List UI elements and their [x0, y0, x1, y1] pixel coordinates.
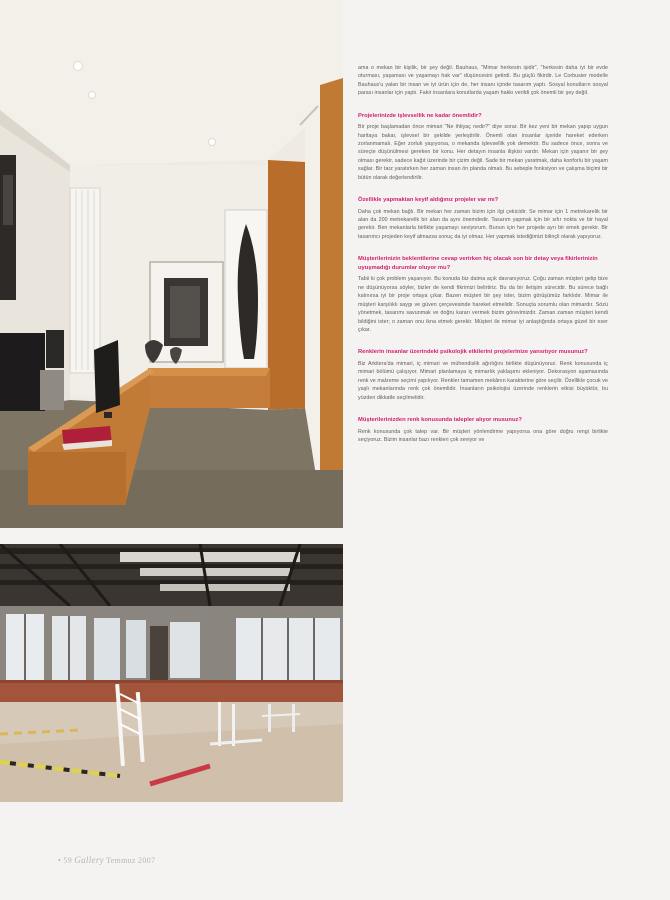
section-answer: Bir proje başlamadan önce mimari "Ne ihtiyaç nedir?" diye sorar. Bir kez yeni bir mekan yapıp uygun haritaya bakar, işlevsel bir şekilde yerleştirilir. Önemli olan insanlar içeride hareket ederken zorlanmamalı. Eğer zorluk yaşıyorsa, o mekanda işlevsellik yok demektir. Bu sadece önce, sonra ve süreçte düşünülmesi gereken bir konu. Her detayın insanla ilişkisi vardır. Mekan için yaşanır bir şey olması gerekir, sadece kağıt üzerinde bir çizim değil. Sade bir mekan yaratmak, daha konforlu bir yaşam sağlar. Bir tarz yaratırken her zaman insan ön planda olmalı. Bu sebeple fonksiyon ve çalışma biçimi bir bütün olarak değerlendirilir.: [358, 124, 608, 181]
section-answer: Daha çok mekan bağlı. Bir mekan her zaman bizim için ilgi çekicidir. Se mimar için 1 metrekarelik bir alan da 200 metrekarelik bir alan da aynı önemdedir. Tasarım yapmak için bir sıfır nokta ve bir hayal gerekir. Ben mekanlarla birlikte yaşamayı seviyorum. Bunun için her projede ayrı bir emek gerekir. Bir tasarımcı projeden keyif almazsa sonuç da iyi olmaz. Her yapmak istediğimizi bilinçli olarak yapıyoruz.: [358, 208, 608, 240]
section-answer: Renk konusunda çok talep var. Bir müşteri yönlendirme yapıyorsa ona göre doğru rengi birlikte seçiyoruz. Bizim insanlar bazı renkleri çok seviyor ve: [358, 428, 608, 443]
article-text-column: [358, 64, 608, 812]
section-answer: Biz Arkitera'da mimari, iç mimari ve mühendislik ağırlığını birlikte düşünüyoruz. Renk konusunda iç mimari bölümü çalışıyor. Mimari planlamaya iç mimarlık yaklaşımı ekleniyor. Dekorasyon aşamasında renk ve malzeme seçimi yapılıyor. Renkler tamamen mekânın karakterine göre seçilir. Özellikle çocuk ve yaşlı mekanlarında renk çok önemlidir. İnsanların psikolojisi üzerinde renklerin etkisi büyüktür, bu yüzden dikkatle seçilmelidir.: [358, 360, 608, 401]
page-number: • 59: [58, 856, 73, 865]
magazine-name: Gallery: [74, 855, 104, 865]
riding-hall-illustration: [0, 544, 343, 802]
section-question: Renklerin insanlar üzerindeki psikolojik etkilerini projelerinize yansıtıyor musunuz?: [358, 349, 588, 356]
riding-hall-photo: [0, 544, 343, 802]
section-question: Müşterilerinizden renk konusunda talepler alıyor musunuz?: [358, 416, 522, 423]
page-footer: [58, 855, 155, 865]
interior-photo: [0, 0, 343, 528]
section-answer: Tabii ki çok problem yaşanıyor. Bu konuda biz daima açık davranıyoruz. Çoğu zaman müşteri gelip bize ne düşünüyorsa söyler, bizler de kendi fikrimizi belirtiriz. Bu da bir iletişim sürecidir. Bu sürece bağlı kalınırsa iyi bir proje ortaya çıkar. Bazen müşteri bir şey ister, bizim görüşümüz farklıdır. Mimar ile müşteri karşılıklı saygı ve güven çerçevesinde hareket etmelidir. Sonuçta sorumlu olan mimardır. Sözü yönetmek, tasarımı savunmak ve doğru kararı vermek bizim görevimizdir. Zaman zaman müşteri kendi bildiğini ister; o zaman onu ikna etmek gerekir. Müşteri ile mimar iyi anlaştığında ortaya güzel bir eser çıkar.: [358, 276, 608, 333]
section-question: Özellikle yapmaktan keyif aldığınız projeler var mı?: [358, 197, 499, 204]
intro-paragraph: ama o mekan bir kişilik, bir şey değil. Bauhaus, "Mimar herkesin işidir", "herkesin daha iyi bir evde oturması, yaşaması ve yaşamayı hak var" düşüncesini getirdi. Bu güçlü fikirdir. Le Corbusier modelle Bauhaus'u yalan bir insan ve iyi ürün için de, her insanı içinde tasarım yaptı. Sosyal konutların sosyal parası insanlar için yaptı. Fakir insanlara konutlarda yaşam hakkı verildi çok önemli bir şey değil.: [358, 65, 608, 97]
issue-date: Temmuz 2007: [106, 856, 156, 865]
section-question: Müşterilerinizin beklentilerine cevap verirken hiç olacak son bir detay veya fikirlerinizin uyuşmadığı durumlar oluyor mu?: [358, 256, 598, 271]
interior-photo-illustration: [0, 0, 343, 528]
section-question: Projelerinizde işlevsellik ne kadar önemlidir?: [358, 112, 482, 119]
